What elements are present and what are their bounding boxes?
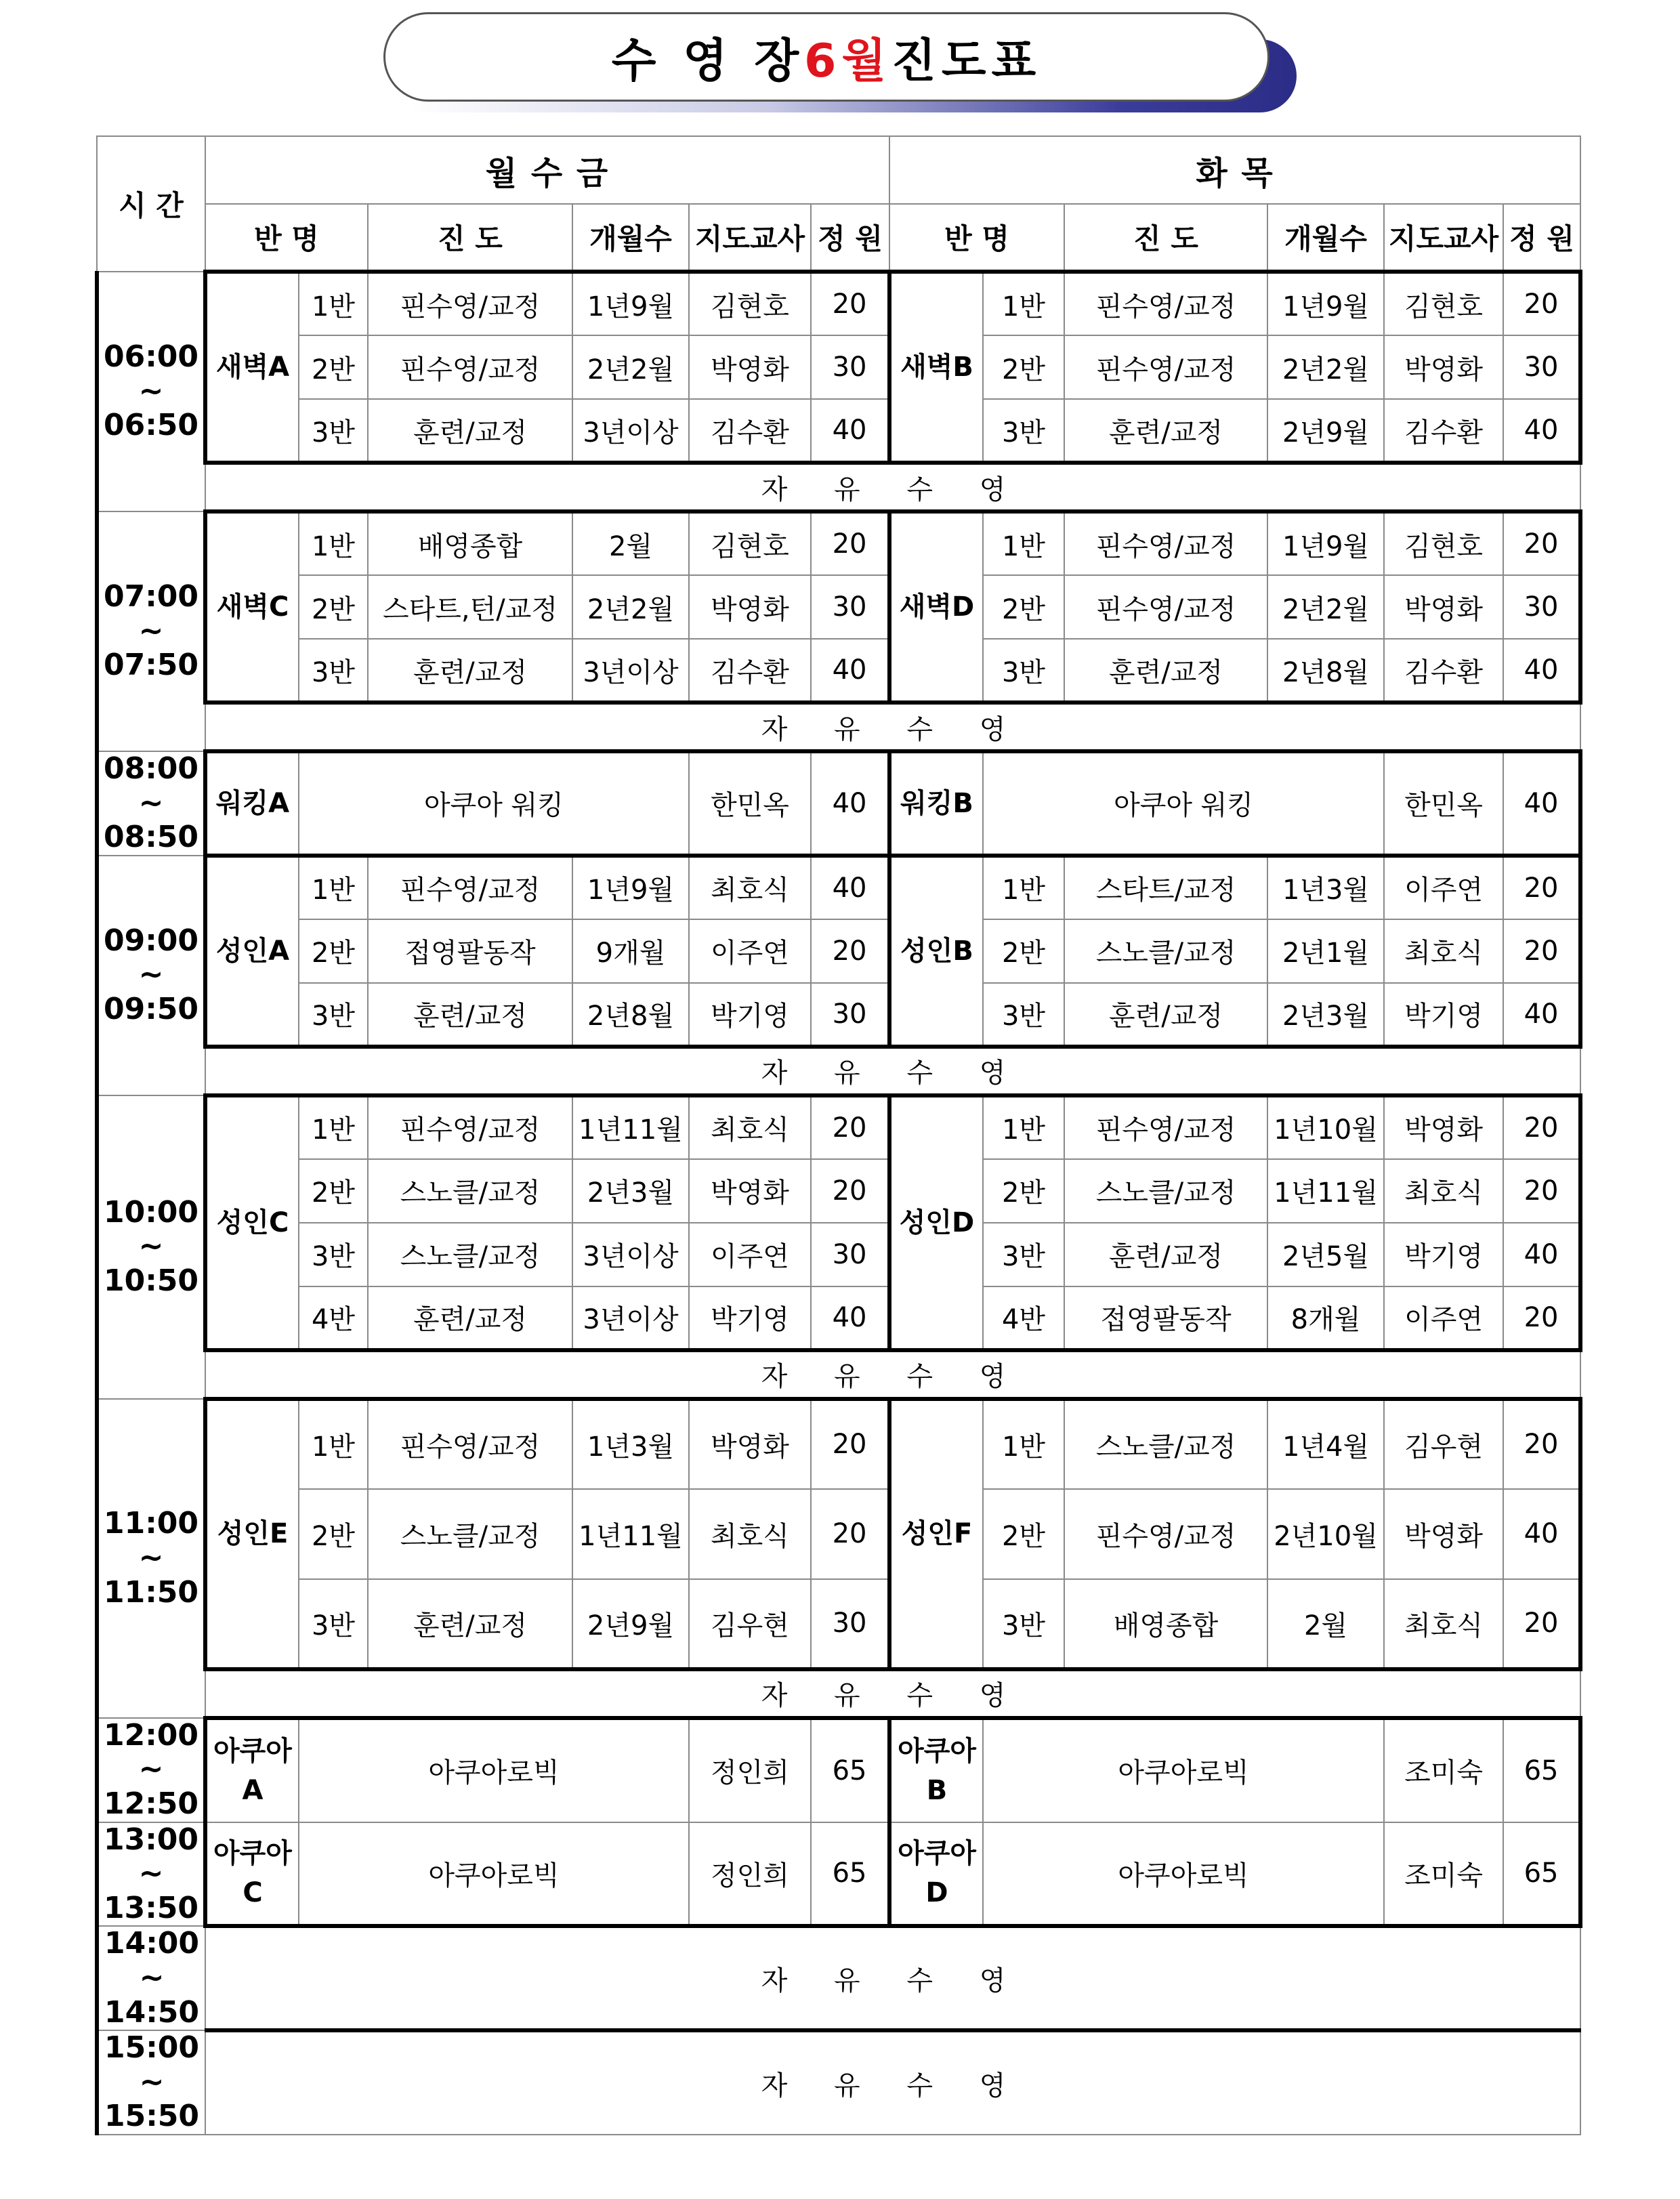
- capacity-cell: 40: [1503, 399, 1580, 463]
- progress-cell: 스타트,턴/교정: [368, 575, 572, 639]
- class-cell: 3반: [299, 639, 368, 703]
- header-progress: 진 도: [368, 204, 572, 272]
- class-cell: 1반: [983, 511, 1064, 575]
- progress-cell: 훈련/교정: [368, 639, 572, 703]
- free-swim-label: 자 유 수 영: [205, 1047, 1580, 1095]
- title-month: 6월: [804, 34, 892, 88]
- capacity-cell: 40: [811, 639, 889, 703]
- teacher-cell: 이주연: [1384, 856, 1503, 919]
- months-cell: 2월: [572, 511, 689, 575]
- teacher-cell: 김수환: [689, 639, 811, 703]
- months-cell: 2년3월: [572, 1159, 689, 1223]
- class-cell: 3반: [299, 1223, 368, 1286]
- teacher-cell: 박기영: [1384, 1223, 1503, 1286]
- table-row: [97, 703, 1580, 751]
- capacity-cell: 65: [811, 1822, 889, 1927]
- teacher-cell: 정인희: [689, 1718, 811, 1822]
- months-cell: 1년11월: [1267, 1159, 1384, 1223]
- section-name: 성인E: [205, 1399, 299, 1669]
- teacher-cell: 이주연: [689, 1223, 811, 1286]
- free-swim-label: 자 유 수 영: [205, 2030, 1580, 2135]
- time-line: 07:00: [103, 579, 199, 614]
- section-name-line: B: [926, 1774, 948, 1806]
- time-line: ~: [138, 785, 164, 820]
- section-name: 성인F: [889, 1399, 983, 1669]
- time-line: 06:00: [103, 339, 199, 375]
- class-cell: 1반: [299, 511, 368, 575]
- teacher-cell: 김현호: [1384, 272, 1503, 335]
- capacity-cell: 65: [1503, 1718, 1580, 1822]
- capacity-cell: 20: [811, 511, 889, 575]
- progress-cell: 핀수영/교정: [368, 1095, 572, 1159]
- section-name: 새벽B: [889, 272, 983, 463]
- table-row: [97, 919, 1580, 983]
- time-line: ~: [138, 1229, 164, 1264]
- section-name: 성인C: [205, 1095, 299, 1350]
- months-cell: 3년이상: [572, 1223, 689, 1286]
- title-suffix: 진도표: [891, 34, 1042, 88]
- months-cell: 2년5월: [1267, 1223, 1384, 1286]
- months-cell: 2년8월: [572, 983, 689, 1047]
- class-cell: 4반: [983, 1286, 1064, 1350]
- capacity-cell: 40: [811, 1286, 889, 1350]
- time-slot: [97, 751, 205, 856]
- table-row: [97, 272, 1580, 335]
- table-row: [97, 751, 1580, 856]
- capacity-cell: 20: [1503, 272, 1580, 335]
- time-line: 09:50: [103, 992, 199, 1027]
- header-teacher: 지도교사: [1384, 204, 1503, 272]
- capacity-cell: 20: [1503, 1579, 1580, 1669]
- time-line: 15:50: [104, 2099, 200, 2134]
- months-cell: 1년11월: [572, 1095, 689, 1159]
- months-cell: 1년3월: [1267, 856, 1384, 919]
- progress-cell: 스노클/교정: [368, 1159, 572, 1223]
- progress-cell: 핀수영/교정: [1064, 335, 1267, 399]
- capacity-cell: 20: [1503, 856, 1580, 919]
- teacher-cell: 박영화: [689, 335, 811, 399]
- title-banner: [383, 12, 1297, 112]
- progress-cell: 아쿠아로빅: [983, 1718, 1384, 1822]
- class-cell: 2반: [983, 1489, 1064, 1579]
- teacher-cell: 김수환: [689, 399, 811, 463]
- capacity-cell: 40: [1503, 751, 1580, 856]
- header-months: 개월수: [572, 204, 689, 272]
- capacity-cell: 30: [811, 335, 889, 399]
- section-name: 성인A: [205, 856, 299, 1047]
- class-cell: 2반: [983, 1159, 1064, 1223]
- header-class: 반 명: [205, 204, 368, 272]
- time-line: 08:00: [103, 751, 199, 786]
- header-group-tt: 화 목: [889, 136, 1580, 204]
- section-name-line: D: [925, 1877, 948, 1909]
- class-cell: 1반: [983, 272, 1064, 335]
- schedule-body: [97, 272, 1580, 2135]
- teacher-cell: 최호식: [1384, 919, 1503, 983]
- progress-cell: 아쿠아 워킹: [983, 751, 1384, 856]
- header-capacity: 정 원: [811, 204, 889, 272]
- teacher-cell: 김수환: [1384, 399, 1503, 463]
- progress-cell: 배영종합: [1064, 1579, 1267, 1669]
- class-cell: 3반: [299, 983, 368, 1047]
- capacity-cell: 30: [1503, 575, 1580, 639]
- teacher-cell: 최호식: [1384, 1579, 1503, 1669]
- schedule-table: [95, 135, 1582, 2135]
- months-cell: 1년9월: [572, 272, 689, 335]
- months-cell: 8개월: [1267, 1286, 1384, 1350]
- teacher-cell: 한민옥: [1384, 751, 1503, 856]
- capacity-cell: 40: [1503, 639, 1580, 703]
- free-swim-label: 자 유 수 영: [205, 703, 1580, 751]
- capacity-cell: 20: [1503, 1159, 1580, 1223]
- progress-cell: 훈련/교정: [368, 983, 572, 1047]
- header-progress: 진 도: [1064, 204, 1267, 272]
- months-cell: 3년이상: [572, 639, 689, 703]
- capacity-cell: 40: [811, 856, 889, 919]
- progress-cell: 핀수영/교정: [368, 1399, 572, 1489]
- table-row: [97, 1822, 1580, 1927]
- teacher-cell: 최호식: [689, 1489, 811, 1579]
- section-name: 성인B: [889, 856, 983, 1047]
- progress-cell: 훈련/교정: [368, 399, 572, 463]
- table-row: [97, 1926, 1580, 2030]
- capacity-cell: 20: [1503, 1095, 1580, 1159]
- section-name-line: C: [243, 1877, 263, 1909]
- months-cell: 1년4월: [1267, 1399, 1384, 1489]
- progress-cell: 아쿠아 워킹: [299, 751, 689, 856]
- teacher-cell: 박영화: [1384, 1489, 1503, 1579]
- class-cell: 2반: [299, 919, 368, 983]
- progress-cell: 아쿠아로빅: [983, 1822, 1384, 1927]
- capacity-cell: 40: [1503, 1489, 1580, 1579]
- table-row: [97, 1579, 1580, 1669]
- class-cell: 3반: [299, 1579, 368, 1669]
- progress-cell: 배영종합: [368, 511, 572, 575]
- capacity-cell: 30: [811, 1223, 889, 1286]
- class-cell: 2반: [299, 335, 368, 399]
- progress-cell: 훈련/교정: [1064, 639, 1267, 703]
- capacity-cell: 20: [811, 1489, 889, 1579]
- months-cell: 2년8월: [1267, 639, 1384, 703]
- free-swim-label: 자 유 수 영: [205, 1350, 1580, 1399]
- table-row: [97, 1159, 1580, 1223]
- time-line: 14:00: [104, 1926, 200, 1961]
- section-name: 새벽D: [889, 511, 983, 703]
- progress-cell: 훈련/교정: [1064, 1223, 1267, 1286]
- teacher-cell: 김우현: [1384, 1399, 1503, 1489]
- progress-cell: 핀수영/교정: [1064, 575, 1267, 639]
- teacher-cell: 이주연: [689, 919, 811, 983]
- capacity-cell: 40: [1503, 983, 1580, 1047]
- header-class: 반 명: [889, 204, 1064, 272]
- teacher-cell: 박영화: [689, 575, 811, 639]
- progress-cell: 아쿠아로빅: [299, 1718, 689, 1822]
- progress-cell: 접영팔동작: [368, 919, 572, 983]
- capacity-cell: 20: [1503, 919, 1580, 983]
- class-cell: 1반: [299, 856, 368, 919]
- months-cell: 9개월: [572, 919, 689, 983]
- time-line: 10:00: [103, 1194, 199, 1230]
- months-cell: 1년10월: [1267, 1095, 1384, 1159]
- teacher-cell: 한민옥: [689, 751, 811, 856]
- months-cell: 1년9월: [1267, 272, 1384, 335]
- header-teacher: 지도교사: [689, 204, 811, 272]
- teacher-cell: 박기영: [689, 1286, 811, 1350]
- capacity-cell: 30: [811, 1579, 889, 1669]
- section-name-line: 아쿠아: [898, 1838, 976, 1870]
- progress-cell: 스노클/교정: [1064, 1159, 1267, 1223]
- free-swim-label: 자 유 수 영: [205, 1669, 1580, 1718]
- section-name-line: 아쿠아: [213, 1838, 292, 1870]
- class-cell: 3반: [983, 983, 1064, 1047]
- class-cell: 1반: [983, 1399, 1064, 1489]
- table-row: [97, 1399, 1580, 1489]
- capacity-cell: 30: [1503, 335, 1580, 399]
- free-swim-label: 자 유 수 영: [205, 463, 1580, 511]
- months-cell: 2년2월: [1267, 575, 1384, 639]
- progress-cell: 스노클/교정: [368, 1223, 572, 1286]
- teacher-cell: 최호식: [689, 856, 811, 919]
- time-line: 11:00: [103, 1506, 199, 1541]
- progress-cell: 스노클/교정: [1064, 919, 1267, 983]
- class-cell: 2반: [983, 575, 1064, 639]
- time-line: 13:50: [103, 1890, 199, 1925]
- months-cell: 1년9월: [572, 856, 689, 919]
- time-line: 13:00: [103, 1822, 199, 1857]
- time-slot: [97, 511, 205, 751]
- table-row: [97, 511, 1580, 575]
- table-row: [97, 983, 1580, 1047]
- page-title: [383, 12, 1269, 102]
- table-row: [97, 1489, 1580, 1579]
- teacher-cell: 김현호: [1384, 511, 1503, 575]
- class-cell: 3반: [983, 1223, 1064, 1286]
- progress-cell: 핀수영/교정: [368, 335, 572, 399]
- time-line: ~: [138, 1752, 164, 1787]
- capacity-cell: 65: [1503, 1822, 1580, 1927]
- progress-cell: 핀수영/교정: [368, 272, 572, 335]
- header-group-mwf: 월 수 금: [205, 136, 889, 204]
- teacher-cell: 최호식: [1384, 1159, 1503, 1223]
- time-line: 08:50: [103, 820, 199, 855]
- months-cell: 1년11월: [572, 1489, 689, 1579]
- class-cell: 2반: [299, 1489, 368, 1579]
- time-line: 07:50: [103, 648, 199, 683]
- table-row: [97, 1047, 1580, 1095]
- table-row: [97, 399, 1580, 463]
- teacher-cell: 박영화: [689, 1399, 811, 1489]
- capacity-cell: 20: [1503, 511, 1580, 575]
- progress-cell: 아쿠아로빅: [299, 1822, 689, 1927]
- teacher-cell: 김우현: [689, 1579, 811, 1669]
- progress-cell: 스노클/교정: [368, 1489, 572, 1579]
- table-row: [97, 1718, 1580, 1822]
- time-line: 06:50: [103, 408, 199, 443]
- progress-cell: 훈련/교정: [368, 1286, 572, 1350]
- time-line: 12:00: [103, 1717, 199, 1753]
- table-row: [97, 639, 1580, 703]
- section-name: 워킹A: [205, 751, 299, 856]
- class-cell: 1반: [983, 1095, 1064, 1159]
- time-line: 10:50: [103, 1263, 199, 1299]
- table-row: [97, 463, 1580, 511]
- capacity-cell: 20: [811, 919, 889, 983]
- months-cell: 2년9월: [1267, 399, 1384, 463]
- progress-cell: 스타트/교정: [1064, 856, 1267, 919]
- progress-cell: 훈련/교정: [1064, 983, 1267, 1047]
- progress-cell: 접영팔동작: [1064, 1286, 1267, 1350]
- capacity-cell: 20: [1503, 1399, 1580, 1489]
- teacher-cell: 박기영: [1384, 983, 1503, 1047]
- table-row: [97, 1286, 1580, 1350]
- months-cell: 1년3월: [572, 1399, 689, 1489]
- section-name-line: A: [242, 1774, 264, 1806]
- table-row: [97, 856, 1580, 919]
- teacher-cell: 최호식: [689, 1095, 811, 1159]
- time-line: 15:00: [104, 2030, 200, 2066]
- class-cell: 3반: [983, 639, 1064, 703]
- class-cell: 3반: [299, 399, 368, 463]
- class-cell: 3반: [983, 1579, 1064, 1669]
- time-line: ~: [138, 613, 164, 648]
- teacher-cell: 박영화: [1384, 335, 1503, 399]
- table-row: [97, 1350, 1580, 1399]
- time-line: ~: [138, 1856, 164, 1891]
- table-row: [97, 1669, 1580, 1718]
- class-cell: 1반: [299, 272, 368, 335]
- time-line: ~: [138, 373, 164, 409]
- section-name: [205, 1718, 299, 1822]
- class-cell: 1반: [983, 856, 1064, 919]
- capacity-cell: 40: [1503, 1223, 1580, 1286]
- class-cell: 1반: [299, 1399, 368, 1489]
- teacher-cell: 박영화: [1384, 1095, 1503, 1159]
- time-line: ~: [138, 1540, 164, 1575]
- months-cell: 2년1월: [1267, 919, 1384, 983]
- capacity-cell: 40: [811, 399, 889, 463]
- progress-cell: 핀수영/교정: [368, 856, 572, 919]
- section-name-line: 아쿠아: [898, 1735, 976, 1767]
- section-name: [889, 1718, 983, 1822]
- time-line: 12:50: [103, 1786, 199, 1821]
- months-cell: 1년9월: [1267, 511, 1384, 575]
- months-cell: 2년2월: [572, 575, 689, 639]
- months-cell: 2년9월: [572, 1579, 689, 1669]
- months-cell: 2년2월: [1267, 335, 1384, 399]
- capacity-cell: 30: [811, 983, 889, 1047]
- progress-cell: 핀수영/교정: [1064, 511, 1267, 575]
- time-slot: [97, 1822, 205, 1927]
- table-row: [97, 2030, 1580, 2135]
- time-line: ~: [138, 957, 164, 992]
- progress-cell: 핀수영/교정: [1064, 1489, 1267, 1579]
- section-name: 새벽A: [205, 272, 299, 463]
- header-time: 시 간: [97, 136, 205, 272]
- table-row: [97, 1223, 1580, 1286]
- capacity-cell: 40: [811, 751, 889, 856]
- capacity-cell: 20: [811, 1095, 889, 1159]
- time-slot: [97, 856, 205, 1095]
- time-slot: [97, 1718, 205, 1822]
- progress-cell: 핀수영/교정: [1064, 272, 1267, 335]
- class-cell: 4반: [299, 1286, 368, 1350]
- class-cell: 2반: [299, 1159, 368, 1223]
- time-line: ~: [139, 1960, 165, 1995]
- capacity-cell: 20: [811, 1399, 889, 1489]
- table-row: [97, 1095, 1580, 1159]
- time-line: ~: [139, 2064, 165, 2099]
- teacher-cell: 조미숙: [1384, 1822, 1503, 1927]
- time-line: 09:00: [103, 923, 199, 958]
- capacity-cell: 20: [811, 1159, 889, 1223]
- time-slot: [97, 2030, 205, 2135]
- capacity-cell: 30: [811, 575, 889, 639]
- time-slot: [97, 1095, 205, 1399]
- table-row: [97, 575, 1580, 639]
- teacher-cell: 김수환: [1384, 639, 1503, 703]
- months-cell: 3년이상: [572, 1286, 689, 1350]
- teacher-cell: 정인희: [689, 1822, 811, 1927]
- time-slot: [97, 272, 205, 511]
- class-cell: 2반: [299, 575, 368, 639]
- months-cell: 2년3월: [1267, 983, 1384, 1047]
- teacher-cell: 조미숙: [1384, 1718, 1503, 1822]
- section-name: 새벽C: [205, 511, 299, 703]
- months-cell: 2년2월: [572, 335, 689, 399]
- table-row: [97, 335, 1580, 399]
- teacher-cell: 김현호: [689, 272, 811, 335]
- section-name: 워킹B: [889, 751, 983, 856]
- time-slot: [97, 1399, 205, 1718]
- header-capacity: 정 원: [1503, 204, 1580, 272]
- time-line: 14:50: [104, 1994, 200, 2030]
- teacher-cell: 박영화: [689, 1159, 811, 1223]
- section-name-line: 아쿠아: [213, 1735, 292, 1767]
- class-cell: 2반: [983, 335, 1064, 399]
- months-cell: 2년10월: [1267, 1489, 1384, 1579]
- progress-cell: 스노클/교정: [1064, 1399, 1267, 1489]
- teacher-cell: 이주연: [1384, 1286, 1503, 1350]
- class-cell: 1반: [299, 1095, 368, 1159]
- section-name: [205, 1822, 299, 1927]
- capacity-cell: 20: [1503, 1286, 1580, 1350]
- teacher-cell: 박영화: [1384, 575, 1503, 639]
- section-name: [889, 1822, 983, 1927]
- section-name: 성인D: [889, 1095, 983, 1350]
- progress-cell: 훈련/교정: [368, 1579, 572, 1669]
- title-prefix: 수 영 장: [611, 34, 805, 88]
- time-line: 11:50: [103, 1574, 199, 1610]
- months-cell: 2월: [1267, 1579, 1384, 1669]
- class-cell: 2반: [983, 919, 1064, 983]
- free-swim-label: 자 유 수 영: [205, 1926, 1580, 2030]
- header-months: 개월수: [1267, 204, 1384, 272]
- time-slot: [97, 1926, 205, 2030]
- teacher-cell: 김현호: [689, 511, 811, 575]
- class-cell: 3반: [983, 399, 1064, 463]
- capacity-cell: 20: [811, 272, 889, 335]
- progress-cell: 훈련/교정: [1064, 399, 1267, 463]
- teacher-cell: 박기영: [689, 983, 811, 1047]
- progress-cell: 핀수영/교정: [1064, 1095, 1267, 1159]
- months-cell: 3년이상: [572, 399, 689, 463]
- capacity-cell: 65: [811, 1718, 889, 1822]
